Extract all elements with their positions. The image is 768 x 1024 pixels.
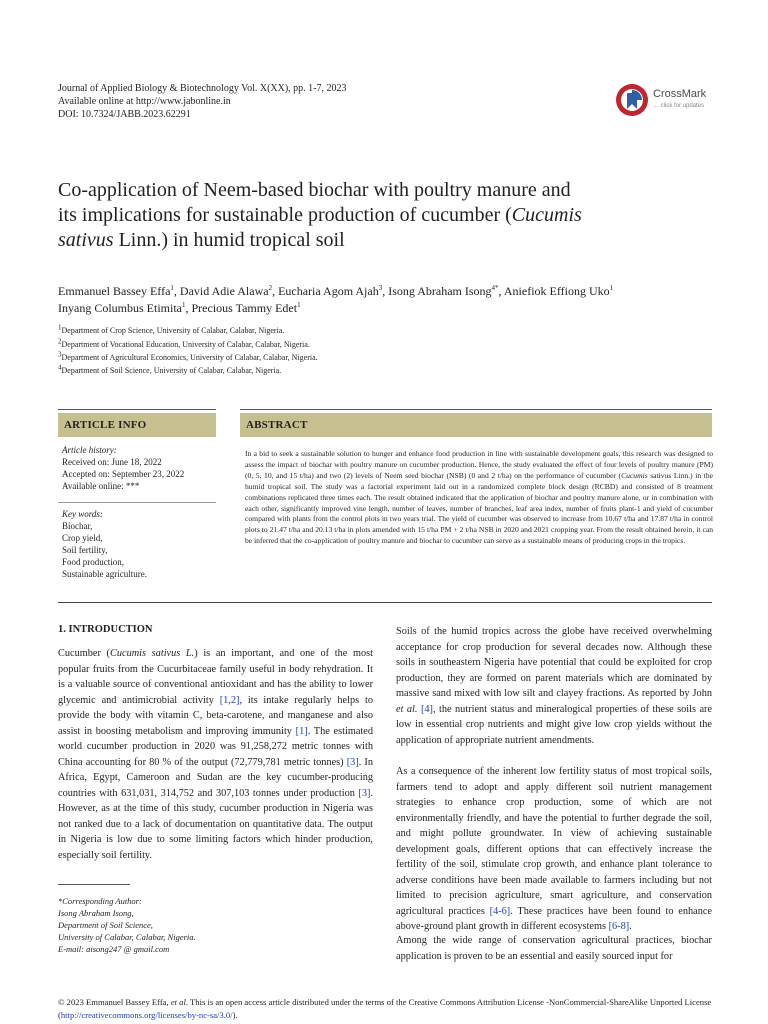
affiliation-number: 3: [58, 350, 62, 359]
abstract-segment: sativus Linn.) in the humid tropical soil. The study was a factorial experiment laid out in a randomized complete block design (RCBD) and consisted of 8 treatment combinations replicated three times each. The result obtained indicated that the application of biochar and poultry manure alone, or in combination with each other, significantly improved vine length, number of leaves, number of branches, leaf area index, number of fruits plant-1 and yield of cucumber compared with plants from the control plots in two years trial. The yield of cucumber was observed to increase from 10.67 t/ha and 17.87 t/ha in control plots to 21.47 t/ha and 20.13 t/ha in plots amended with 15 t/ha PM + 2 t/ha NSB in 2020 and 2021 cropping year. From the result obtained herein, it can be inferred that the co-application of poultry manure and biochar to cucumber can serve as a sustainable means of producing crops in the tropics.: [245, 470, 713, 546]
journal-doi[interactable]: DOI: 10.7324/JABB.2023.62291: [58, 109, 191, 120]
text-segment: Soils of the humid tropics across the globe have received overwhelming acceptance for crop production for several decades now. Although these soils in southeastern Nigeria have potential that could be exploited for crop production, they are formed on parent materials which are dominated by massive sand mixed with low silt and clayey fractions. As reported by John: [396, 626, 712, 699]
keyword: Food production,: [62, 557, 124, 567]
article-history-label: Article history:: [62, 445, 117, 455]
affiliation: [58, 339, 310, 350]
text-segment: , the nutrient status and mineralogical properties of these soils are low in essential crop nutrients and might give low crop yields without the application of appropriate nutrient amendments.: [396, 703, 713, 746]
body-paragraph: [396, 764, 712, 935]
text-italic: et al.: [396, 703, 418, 715]
accepted-date: Accepted on: September 23, 2022: [62, 469, 185, 479]
crossmark-badge[interactable]: [615, 83, 715, 117]
text-italic: Cucumis sativus L.: [109, 648, 195, 659]
crossmark-icon: [615, 83, 649, 117]
abstract-italic: Cucumis: [621, 470, 648, 480]
reference-link[interactable]: [3]: [346, 756, 359, 768]
author-name: Inyang Columbus Etimita: [58, 301, 182, 315]
text-segment: . In Africa, Egypt, Cameroon and Sudan are the key cucumber-producing countries with 631,031, 314,752 and 307,103 tonnes under production: [58, 756, 373, 799]
affiliation-text: Department of Vocational Education, University of Calabar, Calabar, Nigeria.: [61, 340, 310, 349]
text-segment: . This is an open access article distributed under the terms of the Creative Commons Attribution License -NonCommercial-ShareAlike Unported License (: [58, 997, 712, 1020]
keyword: Crop yield,: [62, 533, 103, 543]
affiliation-number: 4: [58, 363, 62, 372]
author-affiliation-mark: 4*: [491, 284, 499, 292]
author-affiliation-mark: 1: [170, 284, 174, 292]
text-segment: Cucumber (: [58, 648, 110, 659]
author-name: , Aniefiok Effiong Uko: [498, 284, 610, 298]
affiliation: [58, 325, 284, 336]
author-name: , Isong Abraham Isong: [382, 284, 492, 298]
corresponding-email[interactable]: E-mail: aisong247 @ gmail.com: [58, 944, 170, 954]
divider: [58, 502, 216, 503]
corresponding-name: Isong Abraham Isong,: [58, 908, 134, 918]
title-italic-species: sativus: [58, 229, 114, 251]
affiliation-text: Department of Soil Science, University of Calabar, Calabar, Nigeria.: [61, 366, 282, 375]
divider: [58, 409, 216, 410]
affiliation-text: Department of Agricultural Economics, University of Calabar, Calabar, Nigeria.: [61, 353, 318, 362]
author-name: , Eucharia Agom Ajah: [272, 284, 379, 298]
title-italic-genus: Cucumis: [511, 204, 582, 226]
journal-citation: Journal of Applied Biology & Biotechnology Vol. X(XX), pp. 1-7, 2023: [58, 83, 347, 94]
license-link[interactable]: http://creativecommons.org/licenses/by-nc-sa/3.0/: [60, 1010, 233, 1020]
author-name: , David Adie Alawa: [173, 284, 269, 298]
author-affiliation-mark: 3: [378, 284, 383, 292]
affiliation-number: 1: [58, 323, 62, 332]
text-segment: .: [629, 921, 632, 932]
corresponding-department: Department of Soil Science,: [58, 920, 153, 930]
author-list: [58, 283, 718, 317]
footnote-divider: [58, 884, 130, 885]
corresponding-author: [58, 895, 196, 955]
keyword: Sustainable agriculture.: [62, 569, 147, 579]
reference-link[interactable]: [3]: [358, 787, 371, 799]
reference-link[interactable]: [6-8]: [608, 921, 630, 932]
text-segment: . These practices have been found to enhance above-ground plant growth in different ecosystems: [396, 905, 712, 932]
text-segment: . The estimated world cucumber production in 2020 was 91,258,272 metric tonnes with China accounting for 80 % of the output (72,779,781 metric tonnes): [58, 725, 373, 768]
author-affiliation-mark: 1: [182, 301, 186, 309]
title-line-3: Linn.) in humid tropical soil: [113, 229, 345, 251]
received-date: Received on: June 18, 2022: [62, 457, 162, 467]
reference-link[interactable]: [1,2]: [219, 694, 240, 706]
abstract-text: [245, 449, 713, 547]
affiliation: [58, 352, 318, 363]
journal-online-url[interactable]: Available online at http://www.jabonline.in: [58, 96, 231, 107]
keyword: Biochar,: [62, 521, 93, 531]
keywords-label: Key words:: [62, 509, 103, 519]
title-line-2: its implications for sustainable production of cucumber (: [58, 204, 512, 226]
reference-link[interactable]: [1]: [295, 725, 308, 737]
keyword: Soil fertility,: [62, 545, 108, 555]
author-name: Emmanuel Bassey Effa: [58, 284, 171, 298]
text-segment: ) is an important, and one of the most popular fruits from the Cucurbitaceae family useful in body rehydration. It is a valuable source of conventional antioxidant and has the ability to lower glycemic and antimicrobial activity: [58, 648, 373, 706]
corresponding-university: University of Calabar, Calabar, Nigeria.: [58, 932, 196, 942]
section-heading-introduction: 1. INTRODUCTION: [58, 624, 153, 635]
affiliation-number: 2: [58, 337, 62, 346]
title-line-1: Co-application of Neem-based biochar with poultry manure and: [58, 179, 571, 201]
text-segment: © 2023 Emmanuel Bassey Effa,: [58, 997, 171, 1007]
text-segment: As a consequence of the inherent low fertility status of most tropical soils, farmers tend to adopt and apply different soil nutrient management strategies to enhance crop production, some of which are not environmentally friendly, and have the potential to further degrade the soil, and might pollute groundwater. In view of achieving sustainable development goals, different options that can effectively increase the fertility of the soil, stimulate crop growth, and enhance plant tolerance to adverse conditions have been made available to farmers including but not limited to precision agriculture, smart agriculture, and conservation agricultural practices: [396, 766, 712, 917]
affiliation-text: Department of Crop Science, University of Calabar, Calabar, Nigeria.: [61, 326, 285, 335]
abstract-heading: ABSTRACT: [246, 419, 308, 431]
abstract-segment: In a bid to seek a sustainable solution to hunger and enhance food production in line with sustainable development goals, this research was designed to assess the impact of biochar with poultry manure on cucumber production. Hence, the study evaluated the effect of four levels of poultry manure (PM) (0, 5, 10, and 15 t/ha) and two (2) levels of Neem seed biochar (NSB) (0 and 2 t/ha) on the performance of cucumber (: [245, 449, 713, 480]
text-segment: , its intake regularly helps to provide the body with vitamin C, beta-carotene, and manganese and also assist in boosting metabolism and improving immunity: [58, 694, 373, 737]
reference-link[interactable]: [4-6]: [489, 905, 511, 917]
corresponding-label: *Corresponding Author:: [58, 896, 142, 906]
author-affiliation-mark: 2: [268, 284, 273, 292]
license-notice: [58, 996, 718, 1022]
crossmark-label: CrossMark: [653, 88, 707, 100]
text-segment: . However, as at the time of this study, cucumber production in Nigeria was not ranked due to a lack of documentation on quantitative data. The output in Nigeria is low due to some limiting factors which hinder production, especially soil fertility.: [58, 787, 373, 861]
author-name: , Precious Tammy Edet: [185, 301, 298, 315]
intro-paragraph: [58, 646, 373, 863]
text-italic: et al: [170, 997, 186, 1007]
article-info-heading: ARTICLE INFO: [64, 419, 147, 431]
author-affiliation-mark: 1: [609, 284, 614, 292]
body-paragraph: Among the wide range of conservation agricultural practices, biochar application is proven to be an essential and easily sourced input for: [396, 935, 712, 962]
available-date: Available online: ***: [62, 481, 140, 491]
divider: [240, 409, 712, 410]
article-info-header: [58, 413, 216, 437]
article-title: [58, 178, 718, 253]
reference-link[interactable]: [4]: [420, 703, 433, 715]
text-segment: ).: [232, 1010, 238, 1020]
abstract-header: [240, 413, 712, 437]
section-divider: [58, 602, 712, 603]
crossmark-sublabel: ← click for updates: [653, 103, 705, 109]
body-paragraph: [396, 624, 712, 748]
author-affiliation-mark: 1: [297, 301, 301, 309]
affiliation: [58, 365, 281, 376]
